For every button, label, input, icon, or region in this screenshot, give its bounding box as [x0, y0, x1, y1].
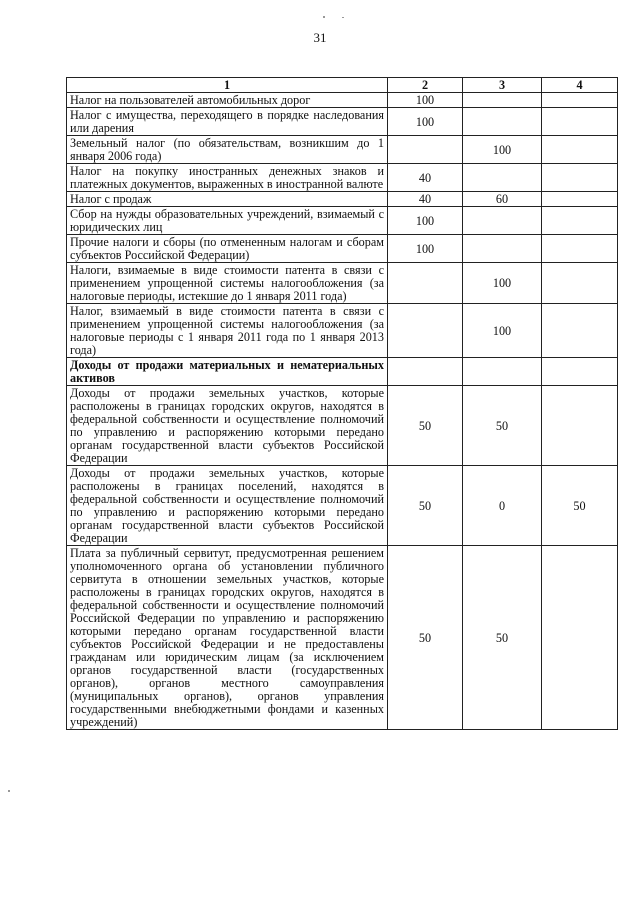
column-4-value [542, 546, 618, 730]
page-number: 31 [313, 30, 327, 45]
table-header-row [67, 78, 618, 93]
column-3-value [463, 358, 542, 386]
table-row [67, 386, 618, 466]
section-heading-cell: Доходы от продажи материальных и нематериальных активов [67, 358, 388, 386]
column-2-value: 40 [388, 164, 463, 192]
column-4-value [542, 386, 618, 466]
revenue-name-cell: Плата за публичный сервитут, предусмотренная решением уполномоченного органа об установлении публичного сервитута в отношении земельных участков, которые расположены в границах городских округов, находятся в федеральной собственности и осуществление полномочий Российской Федерации по управлению и распоряжению которыми передано органам государственной власти субъектов Российской Федерации и не предоставлены гражданам или юридическим лицам (за исключением органов государственной власти (государственных органов), органов местного самоуправления (муниципальных органов), органов управления государственными внебюджетными фондами и казенных учреждений) [67, 546, 388, 730]
revenue-name-cell: Доходы от продажи земельных участков, которые расположены в границах поселений, находятся в федеральной собственности и осуществление полномочий по управлению и распоряжению которыми передано органам государственной власти субъектов Российской Федерации [67, 466, 388, 546]
table-row [67, 192, 618, 207]
column-2-value [388, 304, 463, 358]
column-3-value: 0 [463, 466, 542, 546]
revenue-name-cell: Сбор на нужды образовательных учреждений, взимаемый с юридических лиц [67, 207, 388, 235]
table-row [67, 304, 618, 358]
column-2-value [388, 263, 463, 304]
column-2-value: 40 [388, 192, 463, 207]
column-2-value: 100 [388, 108, 463, 136]
column-3-value [463, 164, 542, 192]
column-4-value [542, 136, 618, 164]
table-row [67, 93, 618, 108]
scan-speck [8, 790, 10, 792]
column-3-value [463, 235, 542, 263]
column-4-value [542, 235, 618, 263]
revenue-name-cell: Земельный налог (по обязательствам, возникшим до 1 января 2006 года) [67, 136, 388, 164]
revenue-name-cell: Налог с имущества, переходящего в порядке наследования или дарения [67, 108, 388, 136]
revenue-name-cell: Налог с продаж [67, 192, 388, 207]
table-body [67, 93, 618, 730]
column-4-value [542, 263, 618, 304]
revenue-name-cell: Прочие налоги и сборы (по отмененным налогам и сборам субъектов Российской Федерации) [67, 235, 388, 263]
column-4-value [542, 358, 618, 386]
column-4-value [542, 93, 618, 108]
column-4-value [542, 164, 618, 192]
revenue-name-cell: Налоги, взимаемые в виде стоимости патента в связи с применением упрощенной системы налогообложения (за налоговые периоды, истекшие до 1 января 2011 года) [67, 263, 388, 304]
column-3-value: 60 [463, 192, 542, 207]
column-header-2: 2 [388, 78, 463, 93]
column-3-value: 50 [463, 386, 542, 466]
table-row [67, 466, 618, 546]
column-3-value: 100 [463, 263, 542, 304]
section-heading-row [67, 358, 618, 386]
scan-speck [323, 16, 325, 18]
revenue-name-cell: Налог на пользователей автомобильных дорог [67, 93, 388, 108]
column-3-value: 100 [463, 136, 542, 164]
table-row [67, 235, 618, 263]
table-row [67, 546, 618, 730]
column-4-value [542, 192, 618, 207]
column-3-value: 100 [463, 304, 542, 358]
table-row [67, 207, 618, 235]
column-4-value [542, 207, 618, 235]
revenue-name-cell: Доходы от продажи земельных участков, которые расположены в границах городских округов, находятся в федеральной собственности и осуществление полномочий по управлению и распоряжению которыми передано органам государственной власти субъектов Российской Федерации [67, 386, 388, 466]
column-4-value [542, 108, 618, 136]
table-row [67, 136, 618, 164]
revenue-distribution-table [66, 77, 618, 730]
column-2-value: 50 [388, 546, 463, 730]
column-3-value [463, 108, 542, 136]
column-3-value [463, 93, 542, 108]
scan-speck [342, 17, 344, 18]
table-row [67, 108, 618, 136]
table-row [67, 263, 618, 304]
column-4-value: 50 [542, 466, 618, 546]
column-header-4: 4 [542, 78, 618, 93]
column-4-value [542, 304, 618, 358]
column-2-value: 50 [388, 466, 463, 546]
revenue-name-cell: Налог на покупку иностранных денежных знаков и платежных документов, выраженных в иностранной валюте [67, 164, 388, 192]
column-header-1: 1 [67, 78, 388, 93]
table-row [67, 164, 618, 192]
column-2-value: 50 [388, 386, 463, 466]
revenue-name-cell: Налог, взимаемый в виде стоимости патента в связи с применением упрощенной системы налогообложения (за налоговые периоды с 1 января 2011 года по 1 января 2013 года) [67, 304, 388, 358]
column-3-value: 50 [463, 546, 542, 730]
column-2-value [388, 136, 463, 164]
column-2-value: 100 [388, 207, 463, 235]
column-3-value [463, 207, 542, 235]
column-header-3: 3 [463, 78, 542, 93]
column-2-value: 100 [388, 93, 463, 108]
column-2-value [388, 358, 463, 386]
column-2-value: 100 [388, 235, 463, 263]
